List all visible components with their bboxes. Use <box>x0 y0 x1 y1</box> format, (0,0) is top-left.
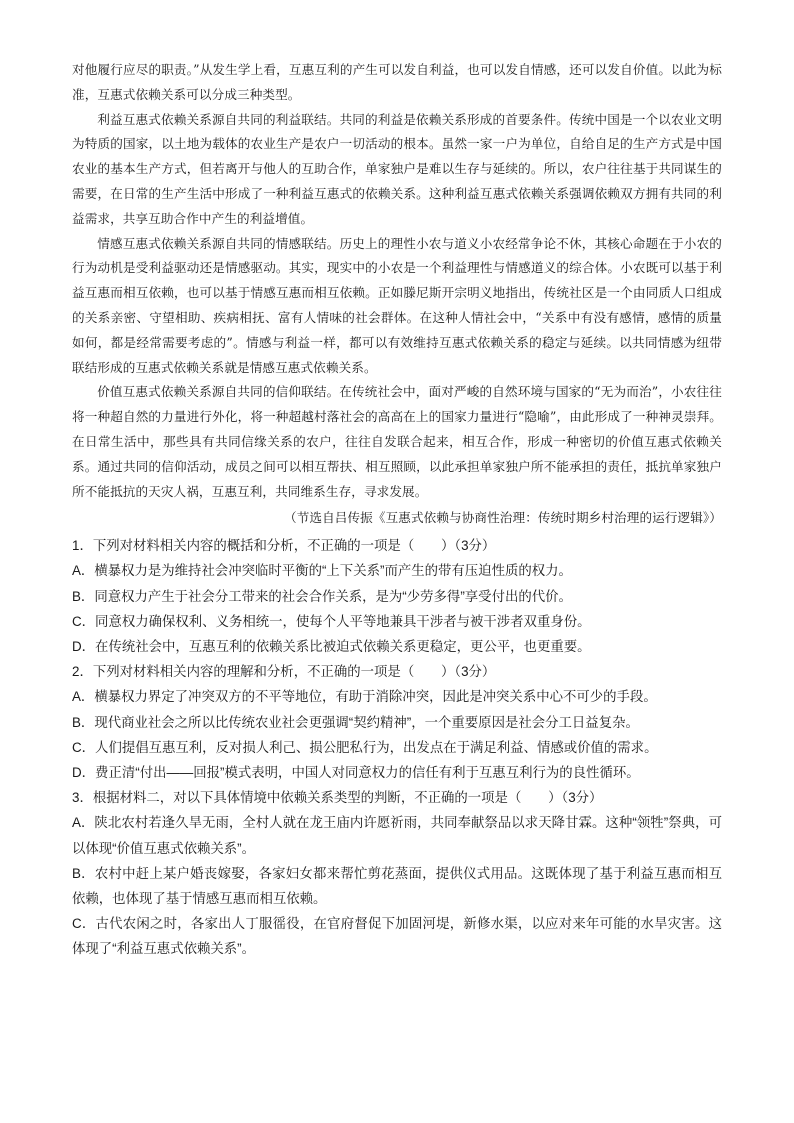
document-page <box>72 58 722 962</box>
passage-source: （节选自吕传振《互惠式依赖与协商性治理：传统时期乡村治理的运行逻辑》） <box>284 510 722 526</box>
question-2 <box>72 659 722 785</box>
question-stem: 3．根据材料二，对以下具体情境中依赖关系类型的判断，不正确的一项是（ ）（3分） <box>72 790 603 806</box>
option-d: D．在传统社会中，互惠互利的依赖关系比被迫式依赖关系更稳定，更公平，也更重要。 <box>72 638 591 654</box>
option-b: B．同意权力产生于社会分工带来的社会合作关系，是为“少劳多得”享受付出的代价。 <box>72 588 572 604</box>
option-c: C．人们提倡互惠互利，反对损人利己、损公肥私行为，出发点在于满足利益、情感或价值的需求。 <box>72 739 658 755</box>
passage-paragraph-2: 利益互惠式依赖关系源自共同的利益联结。共同的利益是依赖关系形成的首要条件。传统中国是一个以农业文明为特质的国家，以土地为载体的农业生产是农户一切活动的根本。虽然一家一户为单位，自给自足的生产方式是中国农业的基本生产方式，但若离开与他人的互助合作，单家独户是难以生存与延续的。所以，农户往往基于共同谋生的需要，在日常的生产生活中形成了一种利益互惠式的依赖关系。这种利益互惠式依赖关系强调依赖双方拥有共同的利益需求，共享互助合作中产生的利益增值。 <box>72 111 722 226</box>
option-c: C．古代农闲之时，各家出人丁服徭役，在官府督促下加固河堤，新修水渠，以应对来年可能的水旱灾害。这体现了“利益互惠式依赖关系”。 <box>72 916 722 957</box>
option-a: A．陕北农村若逢久旱无雨，全村人就在龙王庙内许愿祈雨，共同奉献祭品以求天降甘霖。这种“领牲”祭典，可以体现“价值互惠式依赖关系”。 <box>72 815 722 856</box>
question-1 <box>72 533 722 659</box>
question-list <box>72 533 722 961</box>
option-d: D．费正清“付出——回报”模式表明，中国人对同意权力的信任有利于互惠互利行为的良性循环。 <box>72 764 640 780</box>
question-stem: 1．下列对材料相关内容的概括和分析，不正确的一项是（ ）（3分） <box>72 538 496 554</box>
passage-paragraph-4: 价值互惠式依赖关系源自共同的信仰联结。在传统社会中，面对严峻的自然环境与国家的“无为而治”，小农往往将一种超自然的力量进行外化，将一种超越村落社会的高高在上的国家力量进行“隐喻”，由此形成了一种神灵崇拜。在日常生活中，那些具有共同信缘关系的农户，往往自发联合起来，相互合作，形成一种密切的价值互惠式依赖关系。通过共同的信仰活动，成员之间可以相互帮扶、相互照顾，以此承担单家独户所不能承担的责任，抵抗单家独户所不能抵抗的天灾人祸，互惠互利，共同维系生存，寻求发展。 <box>72 384 722 499</box>
passage <box>72 58 722 531</box>
option-a: A．横暴权力是为维持社会冲突临时平衡的“上下关系”而产生的带有压迫性质的权力。 <box>72 563 572 579</box>
option-b: B．农村中赶上某户婚丧嫁娶，各家妇女都来帮忙剪花蒸面，提供仪式用品。这既体现了基于利益互惠而相互依赖，也体现了基于情感互惠而相互依赖。 <box>72 865 722 906</box>
option-b: B．现代商业社会之所以比传统农业社会更强调“契约精神”，一个重要原因是社会分工日益复杂。 <box>72 714 639 730</box>
passage-paragraph-3: 情感互惠式依赖关系源自共同的情感联结。历史上的理性小农与道义小农经常争论不休，其核心命题在于小农的行为动机是受利益驱动还是情感驱动。其实，现实中的小农是一个利益理性与情感道义的综合体。小农既可以基于利益互惠而相互依赖，也可以基于情感互惠而相互依赖。正如滕尼斯开宗明义地指出，传统社区是一个由同质人口组成的关系亲密、守望相助、疾病相抚、富有人情味的社会群体。在这种人情社会中，“关系中有没有感情，感情的质量如何，都是经常需要考虑的”。情感与利益一样，都可以有效维持互惠式依赖关系的稳定与延续。以共同情感为纽带联结形成的互惠式依赖关系就是情感互惠式依赖关系。 <box>72 235 722 375</box>
question-stem: 2．下列对材料相关内容的理解和分析，不正确的一项是（ ）（3分） <box>72 664 496 680</box>
question-3 <box>72 785 722 961</box>
option-c: C．同意权力确保权利、义务相统一，使每个人平等地兼具干涉者与被干涉者双重身份。 <box>72 613 591 629</box>
option-a: A．横暴权力界定了冲突双方的不平等地位，有助于消除冲突，因此是冲突关系中心不可少的手段。 <box>72 689 657 705</box>
passage-paragraph-1: 对他履行应尽的职责。”从发生学上看，互惠互利的产生可以发自利益，也可以发自情感，还可以发自价值。以此为标准，互惠式依赖关系可以分成三种类型。 <box>72 62 722 102</box>
